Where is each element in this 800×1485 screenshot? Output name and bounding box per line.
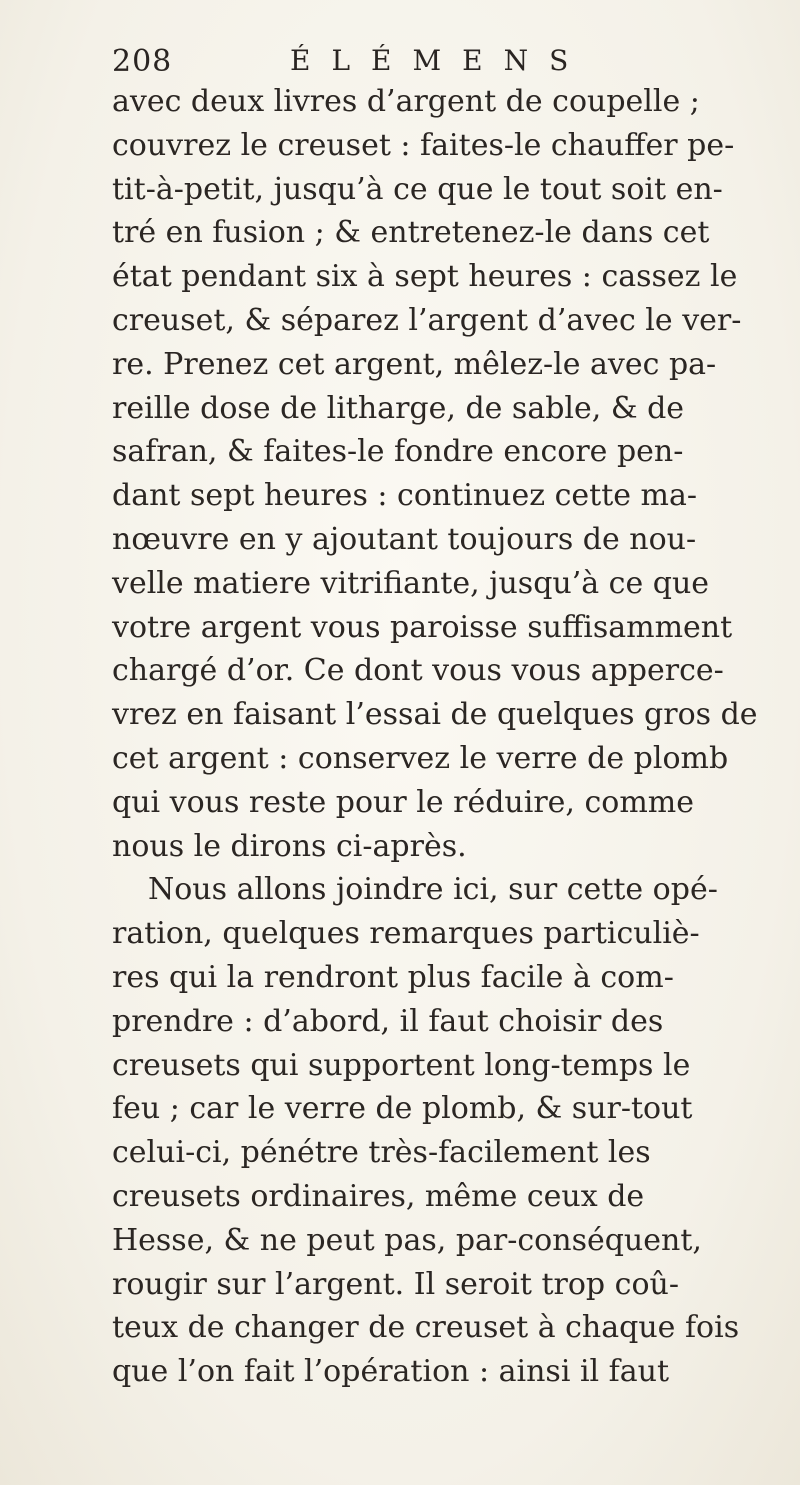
body-text [112,80,800,1394]
text-line: nous le dirons ci-après. [112,828,467,864]
text-line: vrez en faisant l’essai de quelques gros de [112,697,758,733]
paragraph-start-line: Nous allons joindre ici, sur cette opé- [148,872,718,908]
text-line: nœuvre en y ajoutant toujours de nou- [112,521,697,557]
running-title: ÉLÉMENS [290,44,590,77]
text-line: velle matiere vitrifiante, jusqu’à ce que [112,565,710,601]
text-line: prendre : d’abord, il faut choisir des [112,1003,664,1039]
text-line: feu ; car le verre de plomb, & sur-tout [112,1091,693,1127]
text-line: votre argent vous paroisse suffisamment [112,609,733,645]
text-line: ration, quelques remarques particuliè- [112,916,700,952]
text-line: creuset, & séparez l’argent d’avec le ver- [112,302,742,338]
text-line: re. Prenez cet argent, mêlez-le avec pa- [112,346,717,382]
text-line: creusets ordinaires, même ceux de [112,1178,645,1214]
text-line: que l’on fait l’opération : ainsi il faut [112,1354,670,1390]
text-line: chargé d’or. Ce dont vous vous apperce- [112,653,724,689]
text-line: safran, & faites-le fondre encore pen- [112,434,684,470]
text-line: Hesse, & ne peut pas, par-conséquent, [112,1222,702,1258]
text-line: qui vous reste pour le réduire, comme [112,784,694,820]
text-line: rougir sur l’argent. Il seroit trop coû- [112,1266,679,1302]
text-line: reille dose de litharge, de sable, & de [112,390,685,426]
text-line: res qui la rendront plus facile à com- [112,959,674,995]
text-line: avec deux livres d’argent de coupelle ; [112,84,700,119]
text-line: tit-à-petit, jusqu’à ce que le tout soit en- [112,171,723,207]
page-number: 208 [112,44,173,79]
text-line: teux de changer de creuset à chaque fois [112,1310,740,1346]
text-line: celui-ci, pénétre très-facilement les [112,1135,651,1171]
text-line: tré en fusion ; & entretenez-le dans cet [112,215,710,251]
text-line: creusets qui supportent long-temps le [112,1047,691,1083]
text-line: couvrez le creuset : faites-le chauffer pe- [112,127,735,163]
page-header [112,44,712,84]
text-line: dant sept heures : continuez cette ma- [112,478,698,514]
text-line: état pendant six à sept heures : cassez le [112,259,738,295]
text-line: cet argent : conservez le verre de plomb [112,740,729,776]
